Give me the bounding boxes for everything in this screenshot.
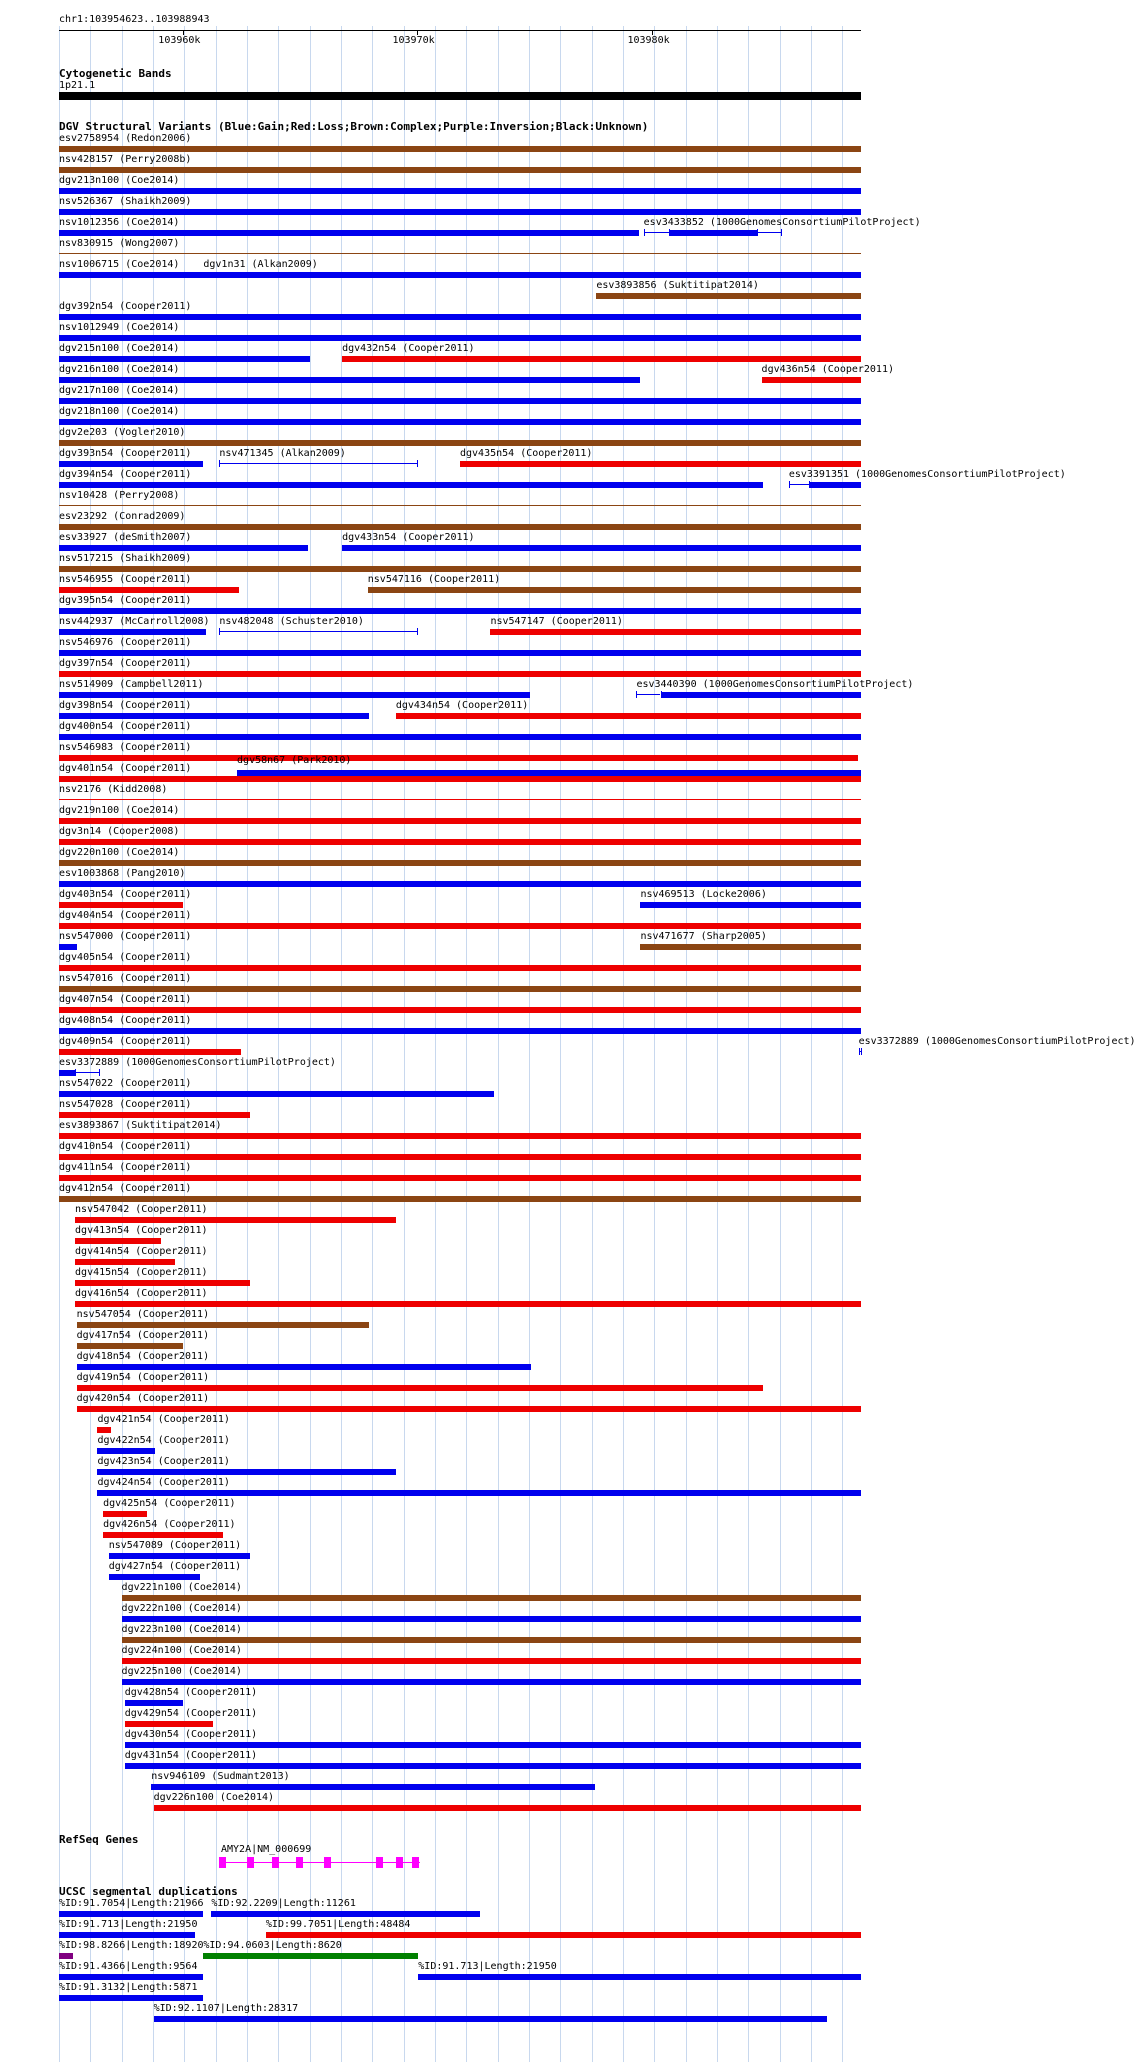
dgv-track-title: DGV Structural Variants (Blue:Gain;Red:Loss;Brown:Complex;Purple:Inversion;Black:Unknown) bbox=[59, 120, 649, 133]
grid-line bbox=[811, 26, 812, 2062]
dgv-feature-bar[interactable] bbox=[59, 1112, 250, 1118]
dgv-feature-label: dgv426n54 (Cooper2011) bbox=[103, 1519, 236, 1530]
dgv-feature-label: dgv421n54 (Cooper2011) bbox=[97, 1414, 230, 1425]
dgv-feature-bar[interactable] bbox=[77, 1322, 370, 1328]
dgv-feature-bar[interactable] bbox=[59, 505, 861, 506]
dgv-feature-label: dgv423n54 (Cooper2011) bbox=[97, 1456, 230, 1467]
dgv-feature-label: nsv442937 (McCarroll2008) bbox=[59, 616, 210, 627]
dgv-feature-label: dgv1n31 (Alkan2009) bbox=[203, 259, 318, 270]
dgv-feature-label: dgv2e203 (Vogler2010) bbox=[59, 427, 186, 438]
dgv-feature-label: dgv424n54 (Cooper2011) bbox=[97, 1477, 230, 1488]
refseq-exon[interactable] bbox=[376, 1857, 383, 1868]
grid-line bbox=[842, 26, 843, 2062]
dgv-feature-bar[interactable] bbox=[122, 1658, 861, 1664]
dgv-feature-label: dgv393n54 (Cooper2011) bbox=[59, 448, 192, 459]
dgv-feature-label: dgv427n54 (Cooper2011) bbox=[108, 1561, 242, 1572]
grid-line bbox=[592, 26, 593, 2062]
dgv-feature-label: nsv546976 (Cooper2011) bbox=[59, 637, 192, 648]
dgv-feature-label: dgv414n54 (Cooper2011) bbox=[75, 1246, 208, 1257]
grid-line bbox=[529, 26, 530, 2062]
dgv-feature-bar[interactable] bbox=[59, 818, 861, 824]
dgv-feature-bar[interactable] bbox=[59, 902, 183, 908]
dgv-feature-bar[interactable] bbox=[596, 293, 861, 299]
segdup-feature-bar[interactable] bbox=[59, 1995, 203, 2001]
dgv-feature-label: dgv432n54 (Cooper2011) bbox=[342, 343, 475, 354]
segdup-feature-label: %ID:91.713|Length:21950 bbox=[59, 1919, 198, 1930]
feature-end-tick bbox=[99, 1069, 100, 1076]
cyto-band-label: 1p21.1 bbox=[59, 80, 96, 91]
segdup-feature-bar[interactable] bbox=[59, 1953, 73, 1959]
feature-end-tick bbox=[644, 229, 645, 236]
dgv-feature-label: dgv398n54 (Cooper2011) bbox=[59, 700, 192, 711]
dgv-feature-label: dgv221n100 (Coe2014) bbox=[121, 1582, 242, 1593]
dgv-feature-label: dgv417n54 (Cooper2011) bbox=[76, 1330, 210, 1341]
grid-line bbox=[278, 26, 279, 2062]
feature-end-tick bbox=[219, 628, 220, 635]
dgv-feature-bar[interactable] bbox=[125, 1721, 213, 1727]
dgv-feature-label: dgv413n54 (Cooper2011) bbox=[75, 1225, 208, 1236]
segdup-feature-label: %ID:91.3132|Length:5871 bbox=[59, 1982, 198, 1993]
feature-end-tick bbox=[789, 481, 790, 488]
feature-end-tick bbox=[781, 229, 782, 236]
dgv-feature-bar[interactable] bbox=[59, 566, 861, 572]
feature-connector bbox=[644, 232, 669, 233]
grid-line bbox=[686, 26, 687, 2062]
grid-line bbox=[341, 26, 342, 2062]
dgv-feature-bar[interactable] bbox=[59, 1049, 241, 1055]
dgv-feature-label: dgv418n54 (Cooper2011) bbox=[76, 1351, 210, 1362]
dgv-feature-bar[interactable] bbox=[342, 545, 861, 551]
dgv-feature-label: dgv412n54 (Cooper2011) bbox=[59, 1183, 192, 1194]
dgv-feature-label: dgv395n54 (Cooper2011) bbox=[59, 595, 192, 606]
dgv-feature-bar[interactable] bbox=[59, 923, 861, 929]
dgv-feature-label: dgv223n100 (Coe2014) bbox=[121, 1624, 242, 1635]
dgv-feature-bar[interactable] bbox=[460, 461, 861, 467]
dgv-feature-label: esv3893867 (Suktitipat2014) bbox=[59, 1120, 222, 1131]
dgv-feature-bar[interactable] bbox=[77, 1364, 531, 1370]
dgv-feature-label: dgv397n54 (Cooper2011) bbox=[59, 658, 192, 669]
grid-line bbox=[717, 26, 718, 2062]
dgv-feature-label: esv33927 (deSmith2007) bbox=[59, 532, 192, 543]
dgv-feature-bar[interactable] bbox=[151, 1784, 595, 1790]
dgv-feature-bar[interactable] bbox=[125, 1763, 861, 1769]
dgv-feature-bar[interactable] bbox=[237, 770, 861, 776]
dgv-feature-bar[interactable] bbox=[59, 461, 203, 467]
dgv-feature-bar[interactable] bbox=[59, 944, 77, 950]
segdup-feature-bar[interactable] bbox=[59, 1974, 203, 1980]
dgv-feature-bar[interactable] bbox=[59, 755, 858, 761]
dgv-feature-label: dgv420n54 (Cooper2011) bbox=[76, 1393, 210, 1404]
ruler-tick-label: 103980k bbox=[627, 35, 670, 46]
segdup-feature-label: %ID:91.4366|Length:9564 bbox=[59, 1961, 198, 1972]
dgv-feature-label: nsv547016 (Cooper2011) bbox=[59, 973, 192, 984]
dgv-feature-bar[interactable] bbox=[59, 440, 861, 446]
dgv-feature-label: nsv547022 (Cooper2011) bbox=[59, 1078, 192, 1089]
dgv-feature-bar[interactable] bbox=[59, 881, 861, 887]
dgv-feature-label: esv3372889 (1000GenomesConsortiumPilotProject) bbox=[59, 1057, 336, 1068]
cyto-band-bar[interactable] bbox=[59, 92, 861, 100]
dgv-feature-label: nsv526367 (Shaikh2009) bbox=[59, 196, 192, 207]
dgv-feature-bar[interactable] bbox=[669, 230, 757, 236]
dgv-feature-label: esv3372889 (1000GenomesConsortiumPilotProject) bbox=[858, 1036, 1136, 1047]
dgv-feature-label: dgv431n54 (Cooper2011) bbox=[124, 1750, 258, 1761]
segdup-feature-bar[interactable] bbox=[418, 1974, 861, 1980]
dgv-feature-bar[interactable] bbox=[59, 1175, 861, 1181]
dgv-feature-label: nsv1012356 (Coe2014) bbox=[59, 217, 180, 228]
dgv-feature-bar[interactable] bbox=[97, 1448, 155, 1454]
dgv-feature-label: dgv218n100 (Coe2014) bbox=[59, 406, 180, 417]
ruler-tick bbox=[652, 30, 653, 35]
dgv-feature-bar[interactable] bbox=[59, 1154, 861, 1160]
dgv-feature-label: dgv429n54 (Cooper2011) bbox=[124, 1708, 258, 1719]
dgv-feature-label: esv3433852 (1000GenomesConsortiumPilotProject) bbox=[643, 217, 921, 228]
dgv-feature-label: dgv430n54 (Cooper2011) bbox=[124, 1729, 258, 1740]
dgv-feature-label: nsv546955 (Cooper2011) bbox=[59, 574, 192, 585]
dgv-feature-label: nsv547028 (Cooper2011) bbox=[59, 1099, 192, 1110]
dgv-feature-bar[interactable] bbox=[59, 986, 861, 992]
dgv-feature-label: esv1003868 (Pang2010) bbox=[59, 868, 186, 879]
feature-connector bbox=[789, 484, 809, 485]
dgv-feature-bar[interactable] bbox=[97, 1427, 111, 1433]
dgv-feature-label: nsv946109 (Sudmant2013) bbox=[151, 1771, 290, 1782]
dgv-feature-label: dgv435n54 (Cooper2011) bbox=[460, 448, 593, 459]
dgv-feature-bar[interactable] bbox=[59, 799, 861, 800]
dgv-feature-bar[interactable] bbox=[342, 356, 861, 362]
dgv-feature-bar[interactable] bbox=[59, 734, 861, 740]
dgv-feature-bar[interactable] bbox=[396, 713, 861, 719]
dgv-feature-label: dgv434n54 (Cooper2011) bbox=[395, 700, 529, 711]
grid-line bbox=[372, 26, 373, 2062]
dgv-feature-bar[interactable] bbox=[103, 1511, 147, 1517]
dgv-feature-label: esv2758954 (Redon2006) bbox=[59, 133, 192, 144]
dgv-feature-bar[interactable] bbox=[59, 965, 861, 971]
refseq-track-title: RefSeq Genes bbox=[59, 1833, 139, 1846]
dgv-feature-label: dgv58n67 (Park2010) bbox=[237, 755, 352, 766]
ruler-tick bbox=[417, 30, 418, 35]
dgv-feature-label: dgv219n100 (Coe2014) bbox=[59, 805, 180, 816]
dgv-feature-bar[interactable] bbox=[640, 944, 861, 950]
grid-line bbox=[310, 26, 311, 2062]
dgv-feature-bar[interactable] bbox=[77, 1406, 861, 1412]
dgv-feature-label: nsv10428 (Perry2008) bbox=[59, 490, 180, 501]
segdup-feature-label: %ID:94.0603|Length:8620 bbox=[203, 1940, 342, 1951]
grid-line bbox=[498, 26, 499, 2062]
dgv-feature-label: dgv408n54 (Cooper2011) bbox=[59, 1015, 192, 1026]
segdup-feature-label: %ID:92.1107|Length:28317 bbox=[153, 2003, 299, 2014]
dgv-feature-label: nsv547000 (Cooper2011) bbox=[59, 931, 192, 942]
dgv-feature-bar[interactable] bbox=[75, 1280, 250, 1286]
dgv-feature-bar[interactable] bbox=[59, 1196, 861, 1202]
dgv-feature-label: dgv422n54 (Cooper2011) bbox=[97, 1435, 230, 1446]
dgv-feature-label: dgv217n100 (Coe2014) bbox=[59, 385, 180, 396]
dgv-feature-bar[interactable] bbox=[661, 692, 862, 698]
dgv-feature-label: dgv404n54 (Cooper2011) bbox=[59, 910, 192, 921]
dgv-feature-bar[interactable] bbox=[59, 860, 861, 866]
ruler-tick-label: 103960k bbox=[158, 35, 201, 46]
grid-line bbox=[623, 26, 624, 2062]
grid-line bbox=[466, 26, 467, 2062]
segdup-feature-label: %ID:98.8266|Length:18920 bbox=[59, 1940, 204, 1951]
dgv-feature-label: nsv1006715 (Coe2014) bbox=[59, 259, 180, 270]
dgv-feature-label: nsv482048 (Schuster2010) bbox=[219, 616, 364, 627]
dgv-feature-bar[interactable] bbox=[490, 629, 861, 635]
dgv-feature-bar[interactable] bbox=[59, 608, 861, 614]
dgv-feature-bar[interactable] bbox=[122, 1679, 861, 1685]
dgv-feature-bar[interactable] bbox=[809, 482, 861, 488]
dgv-feature-label: dgv222n100 (Coe2014) bbox=[121, 1603, 242, 1614]
dgv-feature-bar[interactable] bbox=[75, 1217, 396, 1223]
dgv-feature-label: dgv411n54 (Cooper2011) bbox=[59, 1162, 192, 1173]
dgv-feature-label: dgv419n54 (Cooper2011) bbox=[76, 1372, 210, 1383]
dgv-feature-bar[interactable] bbox=[59, 524, 861, 530]
position-readout: chr1:103954623..103988943 bbox=[59, 14, 210, 25]
dgv-feature-label: nsv547147 (Cooper2011) bbox=[490, 616, 623, 627]
feature-connector bbox=[219, 463, 417, 464]
feature-end-tick bbox=[219, 460, 220, 467]
dgv-feature-label: nsv1012949 (Coe2014) bbox=[59, 322, 180, 333]
dgv-feature-label: nsv547054 (Cooper2011) bbox=[76, 1309, 210, 1320]
dgv-feature-bar[interactable] bbox=[59, 1007, 861, 1013]
dgv-feature-label: nsv471345 (Alkan2009) bbox=[219, 448, 346, 459]
dgv-feature-bar[interactable] bbox=[368, 587, 861, 593]
dgv-feature-label: dgv410n54 (Cooper2011) bbox=[59, 1141, 192, 1152]
segdup-feature-bar[interactable] bbox=[266, 1932, 861, 1938]
dgv-feature-bar[interactable] bbox=[59, 209, 861, 215]
refseq-exon[interactable] bbox=[247, 1857, 254, 1868]
dgv-feature-bar[interactable] bbox=[59, 650, 861, 656]
dgv-feature-label: dgv216n100 (Coe2014) bbox=[59, 364, 180, 375]
feature-end-tick bbox=[636, 691, 637, 698]
feature-connector bbox=[219, 631, 417, 632]
dgv-feature-bar[interactable] bbox=[59, 314, 861, 320]
segdup-feature-bar[interactable] bbox=[59, 1911, 203, 1917]
dgv-feature-label: nsv547116 (Cooper2011) bbox=[367, 574, 501, 585]
segdup-feature-bar[interactable] bbox=[59, 1932, 195, 1938]
refseq-exon[interactable] bbox=[296, 1857, 303, 1868]
dgv-feature-label: nsv469513 (Locke2006) bbox=[640, 889, 767, 900]
dgv-feature-label: nsv428157 (Perry2008b) bbox=[59, 154, 192, 165]
feature-end-tick bbox=[859, 1048, 860, 1055]
dgv-feature-bar[interactable] bbox=[59, 671, 861, 677]
dgv-feature-label: esv3893856 (Suktitipat2014) bbox=[596, 280, 759, 291]
dgv-feature-label: dgv3n14 (Cooper2008) bbox=[59, 826, 180, 837]
cyto-track-title: Cytogenetic Bands bbox=[59, 67, 172, 80]
dgv-feature-label: dgv394n54 (Cooper2011) bbox=[59, 469, 192, 480]
dgv-feature-label: dgv226n100 (Coe2014) bbox=[153, 1792, 275, 1803]
dgv-feature-bar[interactable] bbox=[109, 1574, 200, 1580]
dgv-feature-bar[interactable] bbox=[59, 692, 530, 698]
dgv-feature-label: esv3440390 (1000GenomesConsortiumPilotProject) bbox=[636, 679, 914, 690]
dgv-feature-bar[interactable] bbox=[75, 1301, 861, 1307]
dgv-feature-label: dgv407n54 (Cooper2011) bbox=[59, 994, 192, 1005]
dgv-feature-label: dgv403n54 (Cooper2011) bbox=[59, 889, 192, 900]
grid-line bbox=[435, 26, 436, 2062]
dgv-feature-bar[interactable] bbox=[59, 713, 369, 719]
dgv-feature-bar[interactable] bbox=[59, 482, 763, 488]
feature-connector bbox=[75, 1072, 99, 1073]
dgv-feature-bar[interactable] bbox=[640, 902, 861, 908]
dgv-feature-bar[interactable] bbox=[125, 1700, 184, 1706]
dgv-feature-label: dgv433n54 (Cooper2011) bbox=[342, 532, 475, 543]
dgv-feature-label: esv23292 (Conrad2009) bbox=[59, 511, 186, 522]
dgv-feature-label: dgv213n100 (Coe2014) bbox=[59, 175, 180, 186]
dgv-feature-label: nsv830915 (Wong2007) bbox=[59, 238, 180, 249]
dgv-feature-label: dgv400n54 (Cooper2011) bbox=[59, 721, 192, 732]
dgv-feature-bar[interactable] bbox=[59, 545, 308, 551]
dgv-feature-bar[interactable] bbox=[762, 377, 861, 383]
dgv-feature-bar[interactable] bbox=[77, 1385, 764, 1391]
feature-connector bbox=[636, 694, 660, 695]
segdup-feature-label: %ID:91.713|Length:21950 bbox=[418, 1961, 557, 1972]
dgv-feature-bar[interactable] bbox=[125, 1742, 861, 1748]
feature-end-tick bbox=[861, 1048, 862, 1055]
dgv-feature-bar[interactable] bbox=[59, 1070, 75, 1076]
dgv-feature-bar[interactable] bbox=[75, 1259, 175, 1265]
dgv-feature-bar[interactable] bbox=[59, 398, 861, 404]
dgv-feature-label: esv3391351 (1000GenomesConsortiumPilotProject) bbox=[788, 469, 1066, 480]
dgv-feature-bar[interactable] bbox=[103, 1532, 223, 1538]
refseq-exon[interactable] bbox=[396, 1857, 403, 1868]
dgv-feature-label: dgv409n54 (Cooper2011) bbox=[59, 1036, 192, 1047]
feature-end-tick bbox=[75, 1069, 76, 1076]
dgv-feature-bar[interactable] bbox=[59, 1091, 494, 1097]
dgv-feature-bar[interactable] bbox=[122, 1595, 861, 1601]
refseq-exon[interactable] bbox=[412, 1857, 419, 1868]
refseq-exon[interactable] bbox=[324, 1857, 331, 1868]
dgv-feature-bar[interactable] bbox=[59, 839, 861, 845]
dgv-feature-bar[interactable] bbox=[109, 1553, 250, 1559]
refseq-exon[interactable] bbox=[219, 1857, 226, 1868]
dgv-feature-label: dgv392n54 (Cooper2011) bbox=[59, 301, 192, 312]
grid-line bbox=[748, 26, 749, 2062]
refseq-gene-label[interactable]: AMY2A|NM_000699 bbox=[221, 1844, 312, 1855]
dgv-feature-bar[interactable] bbox=[97, 1490, 861, 1496]
dgv-feature-bar[interactable] bbox=[122, 1616, 861, 1622]
segdup-feature-bar[interactable] bbox=[211, 1911, 480, 1917]
dgv-feature-bar[interactable] bbox=[59, 146, 861, 152]
feature-end-tick bbox=[417, 460, 418, 467]
ruler-tick-label: 103970k bbox=[392, 35, 435, 46]
dgv-feature-label: nsv547089 (Cooper2011) bbox=[108, 1540, 242, 1551]
dgv-feature-bar[interactable] bbox=[77, 1343, 184, 1349]
dgv-feature-bar[interactable] bbox=[75, 1238, 161, 1244]
dgv-feature-bar[interactable] bbox=[59, 230, 639, 236]
dgv-feature-label: dgv224n100 (Coe2014) bbox=[121, 1645, 242, 1656]
dgv-feature-label: dgv225n100 (Coe2014) bbox=[121, 1666, 242, 1677]
dgv-feature-label: nsv471677 (Sharp2005) bbox=[640, 931, 767, 942]
dgv-feature-bar[interactable] bbox=[59, 335, 861, 341]
segdup-feature-bar[interactable] bbox=[154, 2016, 828, 2022]
dgv-feature-bar[interactable] bbox=[59, 253, 861, 254]
dgv-feature-label: dgv401n54 (Cooper2011) bbox=[59, 763, 192, 774]
dgv-feature-bar[interactable] bbox=[59, 587, 239, 593]
dgv-feature-label: dgv436n54 (Cooper2011) bbox=[761, 364, 894, 375]
dgv-feature-bar[interactable] bbox=[59, 167, 861, 173]
dgv-feature-bar[interactable] bbox=[59, 356, 310, 362]
segdup-feature-label: %ID:99.7051|Length:48484 bbox=[265, 1919, 411, 1930]
dgv-feature-bar[interactable] bbox=[59, 629, 206, 635]
dgv-feature-label: dgv428n54 (Cooper2011) bbox=[124, 1687, 258, 1698]
segdup-feature-bar[interactable] bbox=[203, 1953, 418, 1959]
grid-line bbox=[404, 26, 405, 2062]
dgv-feature-label: nsv546983 (Cooper2011) bbox=[59, 742, 192, 753]
dgv-feature-bar[interactable] bbox=[59, 188, 861, 194]
grid-line bbox=[560, 26, 561, 2062]
segdup-feature-label: %ID:92.2209|Length:11261 bbox=[211, 1898, 356, 1909]
feature-end-tick bbox=[757, 229, 758, 236]
dgv-feature-label: nsv547042 (Cooper2011) bbox=[75, 1204, 208, 1215]
dgv-feature-bar[interactable] bbox=[59, 419, 861, 425]
feature-connector bbox=[757, 232, 781, 233]
dgv-feature-label: dgv416n54 (Cooper2011) bbox=[75, 1288, 208, 1299]
dgv-feature-label: dgv215n100 (Coe2014) bbox=[59, 343, 180, 354]
dgv-feature-label: nsv517215 (Shaikh2009) bbox=[59, 553, 192, 564]
segdup-feature-label: %ID:91.7054|Length:21966 bbox=[59, 1898, 204, 1909]
dgv-feature-bar[interactable] bbox=[59, 377, 640, 383]
dgv-feature-bar[interactable] bbox=[203, 272, 861, 278]
dgv-feature-label: nsv514909 (Campbell2011) bbox=[59, 679, 204, 690]
segdup-track-title: UCSC segmental duplications bbox=[59, 1885, 238, 1898]
grid-line bbox=[654, 26, 655, 2062]
ruler-tick bbox=[183, 30, 184, 35]
dgv-feature-bar[interactable] bbox=[97, 1469, 395, 1475]
dgv-feature-bar[interactable] bbox=[59, 776, 861, 782]
grid-line bbox=[780, 26, 781, 2062]
ruler-axis bbox=[59, 30, 861, 31]
dgv-feature-label: dgv405n54 (Cooper2011) bbox=[59, 952, 192, 963]
dgv-feature-bar[interactable] bbox=[59, 1028, 861, 1034]
feature-end-tick bbox=[417, 628, 418, 635]
dgv-feature-label: nsv2176 (Kidd2008) bbox=[59, 784, 168, 795]
dgv-feature-bar[interactable] bbox=[154, 1805, 861, 1811]
dgv-feature-bar[interactable] bbox=[122, 1637, 861, 1643]
dgv-feature-label: dgv425n54 (Cooper2011) bbox=[103, 1498, 236, 1509]
refseq-exon[interactable] bbox=[272, 1857, 279, 1868]
dgv-feature-bar[interactable] bbox=[59, 272, 203, 278]
dgv-feature-label: dgv415n54 (Cooper2011) bbox=[75, 1267, 208, 1278]
dgv-feature-bar[interactable] bbox=[59, 1133, 861, 1139]
dgv-feature-label: dgv220n100 (Coe2014) bbox=[59, 847, 180, 858]
